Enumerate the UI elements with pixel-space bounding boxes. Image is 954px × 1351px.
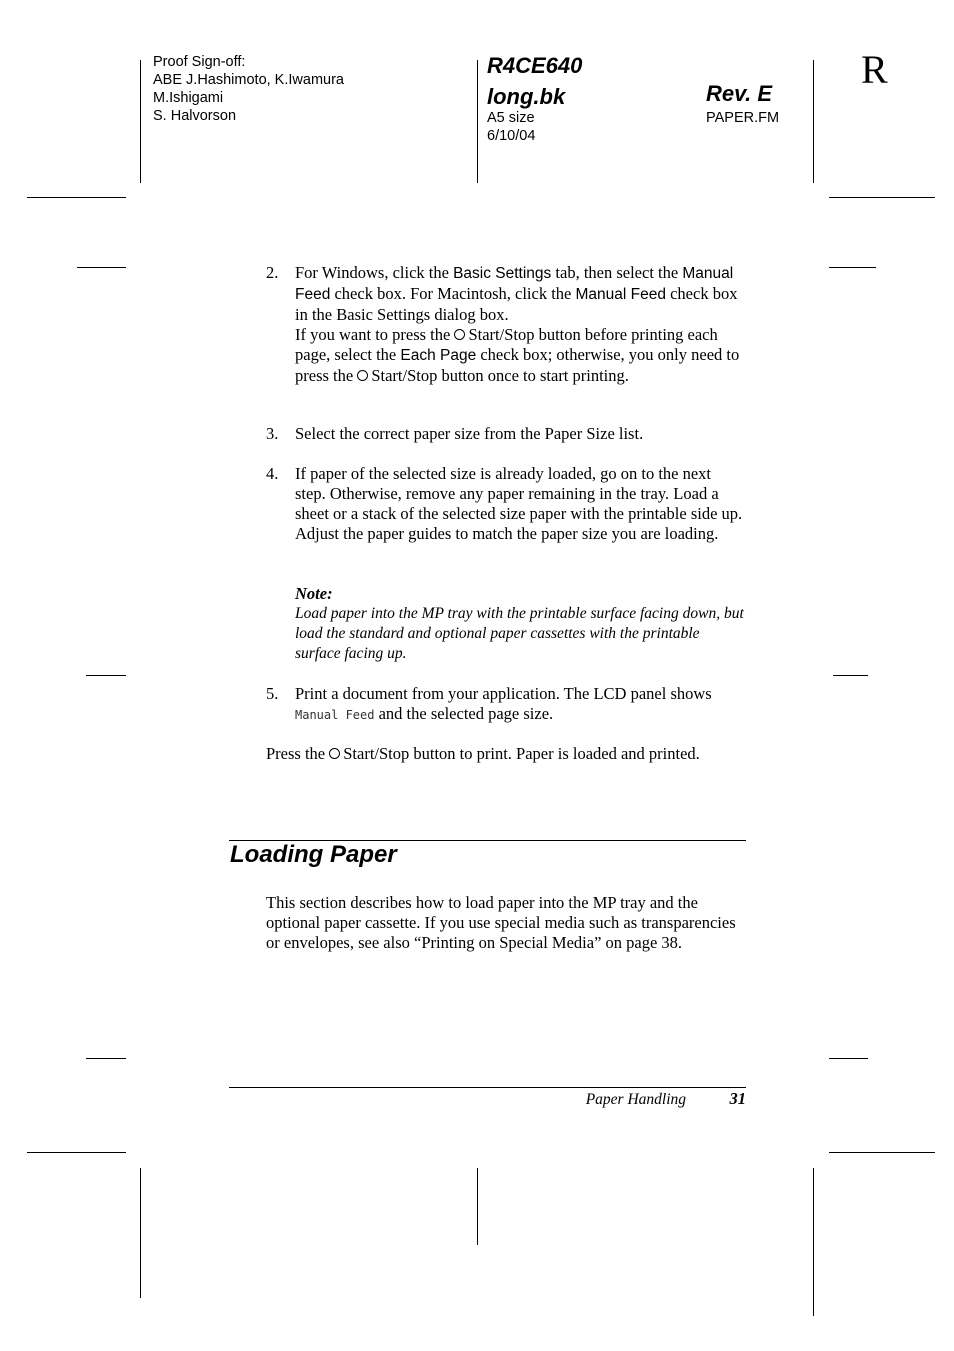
crop-mark xyxy=(86,675,126,676)
ui-label-manual-feed: Manual Feed xyxy=(575,286,666,303)
proof-line: Proof Sign-off: xyxy=(153,54,246,70)
section-title: Loading Paper xyxy=(230,841,397,868)
step-number: 4. xyxy=(266,464,279,483)
proof-signoff xyxy=(153,53,344,125)
crop-mark xyxy=(477,60,478,183)
start-stop-button-icon xyxy=(329,748,340,759)
start-stop-button-icon xyxy=(454,329,465,340)
step-3-text: Select the correct paper size from the Paper Size list. xyxy=(295,424,644,443)
crop-mark xyxy=(27,197,126,198)
document-code xyxy=(487,50,582,112)
ui-label-each-page: Each Page xyxy=(400,347,477,364)
step-2-text xyxy=(295,263,747,386)
revision: Rev. E xyxy=(706,81,773,106)
crop-mark xyxy=(27,1152,126,1153)
crop-mark xyxy=(140,1168,141,1298)
crop-mark xyxy=(86,1058,126,1059)
note-text: Load paper into the MP tray with the printable surface facing down, but load the standard and optional paper cassettes with the printable surface facing up. xyxy=(295,605,744,662)
step-number: 5. xyxy=(266,684,279,703)
size-date xyxy=(487,109,535,145)
proof-line: S. Halvorson xyxy=(153,108,237,124)
step-4-text: If paper of the selected size is already loaded, go on to the next step. Otherwise, remove any paper remaining in the tray. Load a sheet or a stack of the selected size paper with the printable side up. Adjust the paper guides to match the paper size you are loading. xyxy=(295,464,743,543)
text-run: check box. For Macintosh, click the xyxy=(330,284,576,303)
crop-mark xyxy=(829,1152,935,1153)
ui-label-manual-feed: Manual Feed xyxy=(295,265,734,303)
text-run: check box; otherwise, you only need to press the xyxy=(295,345,740,385)
page-size: A5 size xyxy=(487,110,535,126)
crop-mark xyxy=(833,675,868,676)
text-run: Print a document from your application. The LCD panel shows xyxy=(295,684,712,703)
ui-label-basic-settings: Basic Settings xyxy=(453,265,552,282)
file-name: PAPER.FM xyxy=(706,110,780,126)
footer-rule xyxy=(229,1087,746,1088)
note-label: Note: xyxy=(295,584,333,603)
text-run: and the selected page size. xyxy=(374,704,554,723)
text-run: Start/Stop button once to start printing. xyxy=(371,366,629,385)
text-run: If you want to press the xyxy=(295,325,455,344)
text-run: check box in the Basic Settings dialog box. xyxy=(295,284,738,324)
text-run: Start/Stop button to print. Paper is loaded and printed. xyxy=(343,744,700,763)
lcd-message: Manual Feed xyxy=(295,708,375,722)
step-2-paragraph-1 xyxy=(295,263,747,325)
crop-mark xyxy=(813,60,814,183)
section-paragraph: This section describes how to load paper into the MP tray and the optional paper cassette. If you use special media such as transparencies or envelopes, see also “Printing on Special Media” on page 38. xyxy=(266,893,736,952)
date: 6/10/04 xyxy=(487,128,536,144)
crop-mark xyxy=(829,1058,868,1059)
text-run: tab, then select the xyxy=(551,263,683,282)
crop-mark xyxy=(140,60,141,183)
document-code-line: R4CE640 xyxy=(487,53,583,78)
step-number: 2. xyxy=(266,263,279,282)
crop-mark xyxy=(829,267,876,268)
corner-letter: R xyxy=(861,47,888,92)
press-paragraph xyxy=(266,744,726,764)
footer-title: Paper Handling xyxy=(585,1091,686,1108)
text-run: Press the xyxy=(266,744,330,763)
step-2-paragraph-2 xyxy=(295,325,747,386)
step-number: 3. xyxy=(266,424,279,443)
crop-mark xyxy=(813,1168,814,1316)
proof-line: ABE J.Hashimoto, K.Iwamura xyxy=(153,72,344,88)
step-5-text xyxy=(295,684,747,725)
crop-mark xyxy=(477,1168,478,1245)
document-code-line: long.bk xyxy=(487,84,566,109)
text-run: For Windows, click the xyxy=(295,263,454,282)
crop-mark xyxy=(829,197,935,198)
start-stop-button-icon xyxy=(357,370,368,381)
proof-line: M.Ishigami xyxy=(153,90,224,106)
text-run: Start/Stop button before printing each page, select the xyxy=(295,325,718,364)
page-number: 31 xyxy=(729,1089,746,1108)
crop-mark xyxy=(77,267,126,268)
